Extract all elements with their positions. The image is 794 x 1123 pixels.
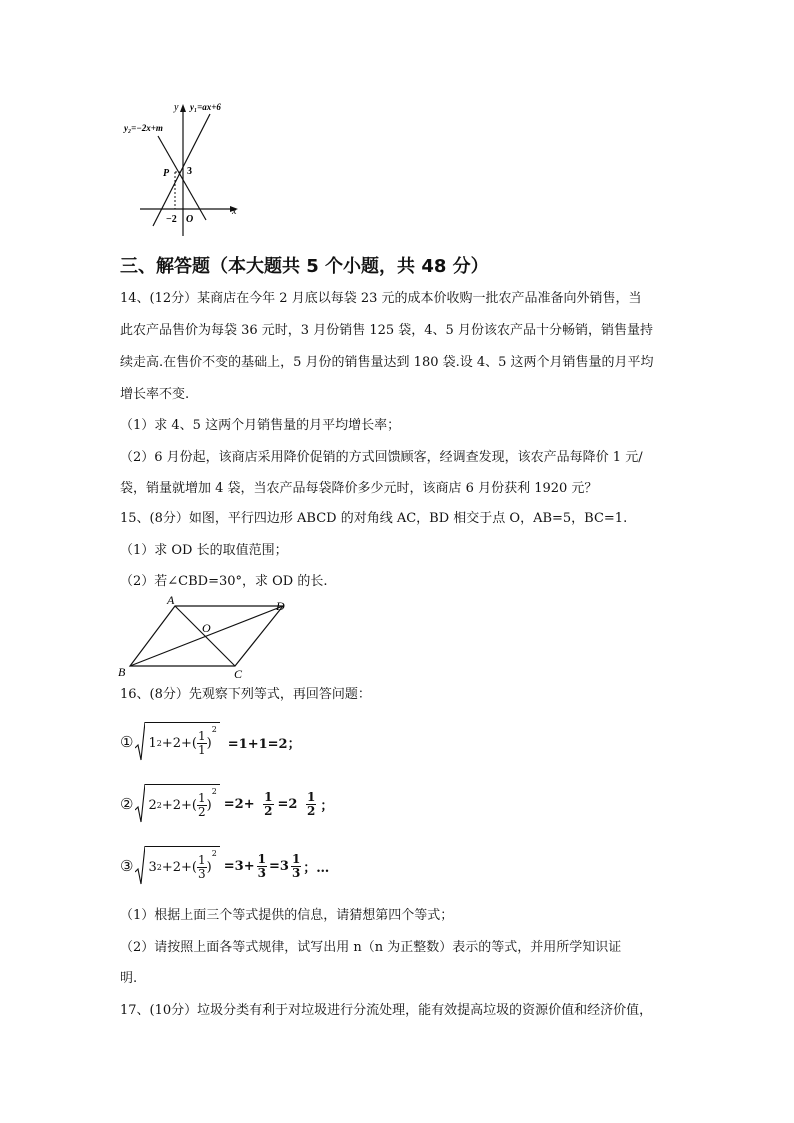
y2-label: y₂=−2x+m bbox=[124, 123, 163, 133]
eq2-radical: 2 2 +2+( $\frac{1}{2}$ ) 2 bbox=[135, 784, 219, 824]
q15-sub-2: （2）若∠CBD=30°，求 OD 的长. bbox=[120, 574, 328, 589]
parallelogram-figure bbox=[116, 594, 300, 684]
q14-line-1: 14、(12分）某商店在今年 2 月底以每袋 23 元的成本价收购一批农产品准备向外销售，当 bbox=[120, 291, 642, 306]
q15-line-1: 15、(8分）如图，平行四边形 ABCD 的对角线 AC，BD 相交于点 O，AB=5，BC=1. bbox=[120, 511, 628, 526]
eq3-mark: ③ bbox=[120, 857, 134, 875]
q16-sub-2-line-1: （2）请按照上面各等式规律，试写出用 n（n 为正整数）表示的等式，并用所学知识证 bbox=[120, 940, 622, 955]
vertex-b-label: B bbox=[118, 665, 126, 679]
q15-sub-1: （1）求 OD 长的取值范围； bbox=[120, 543, 288, 558]
point-p-label: P bbox=[163, 168, 170, 179]
vertex-c-label: C bbox=[234, 667, 243, 681]
q16-equation-3: ③ 3 2 +2+( $\frac{1}{3}$ ) 2 =3+ $\frac{1}{3}$ =3 $\frac{1}{3}$ ；… bbox=[120, 846, 329, 886]
q17-line-1: 17、(10分）垃圾分类有利于对垃圾进行分流处理，能有效提高垃圾的资源价值和经济价值， bbox=[120, 1003, 653, 1018]
section-heading: 三、解答题（本大题共 5 个小题，共 48 分） bbox=[120, 256, 489, 277]
origin-label: O bbox=[186, 214, 194, 225]
eq1-radical: 1 2 +2+( $\frac{1}{1}$ ) 2 bbox=[135, 722, 219, 762]
y1-label: y₁=ax+6 bbox=[190, 102, 221, 112]
q14-line-3: 续走高.在售价不变的基础上，5 月份的销售量达到 180 袋.设 4、5 这两个月销售量的月平均 bbox=[120, 355, 654, 370]
y-axis-label: y bbox=[174, 102, 179, 113]
linear-functions-graph bbox=[120, 98, 250, 238]
q14-line-2: 此农产品售价为每袋 36 元时，3 月份销售 125 袋，4、5 月份该农产品十分畅销，销售量持 bbox=[120, 323, 653, 338]
q14-sub-1: （1）求 4、5 这两个月销售量的月平均增长率； bbox=[120, 418, 401, 433]
eq3-radical: 3 2 +2+( $\frac{1}{3}$ ) 2 bbox=[135, 846, 219, 886]
center-o-label: O bbox=[202, 621, 211, 635]
q14-line-4: 增长率不变. bbox=[120, 387, 190, 402]
q14-sub-2-line-2: 袋，销量就增加 4 袋，当农产品每袋降价多少元时，该商店 6 月份获利 1920 元？ bbox=[120, 481, 598, 496]
eq2-mark: ② bbox=[120, 795, 134, 813]
q16-equation-1 bbox=[120, 722, 301, 762]
q16-line-1: 16、(8分）先观察下列等式，再回答问题： bbox=[120, 687, 371, 702]
eq1-mark: ① bbox=[120, 733, 134, 751]
tick-3-label: 3 bbox=[187, 166, 192, 177]
q16-equation-2: ② 2 2 +2+( $\frac{1}{2}$ ) 2 =2+ $\frac{1}{2}$ =2 $\frac{1}{2}$ ； bbox=[120, 784, 333, 824]
vertex-d-label: D bbox=[276, 599, 285, 613]
q16-sub-1: （1）根据上面三个等式提供的信息，请猜想第四个等式； bbox=[120, 908, 454, 923]
tick-neg2-label: −2 bbox=[166, 214, 177, 225]
vertex-a-label: A bbox=[167, 594, 175, 607]
x-axis-label: x bbox=[232, 206, 237, 217]
eq1-rhs: =1+1=2； bbox=[227, 736, 301, 752]
q16-sub-2-line-2: 明. bbox=[120, 971, 138, 986]
q14-sub-2-line-1: （2）6 月份起，该商店采用降价促销的方式回馈顾客，经调查发现，该农产品每降价 1 元/ bbox=[120, 450, 643, 465]
